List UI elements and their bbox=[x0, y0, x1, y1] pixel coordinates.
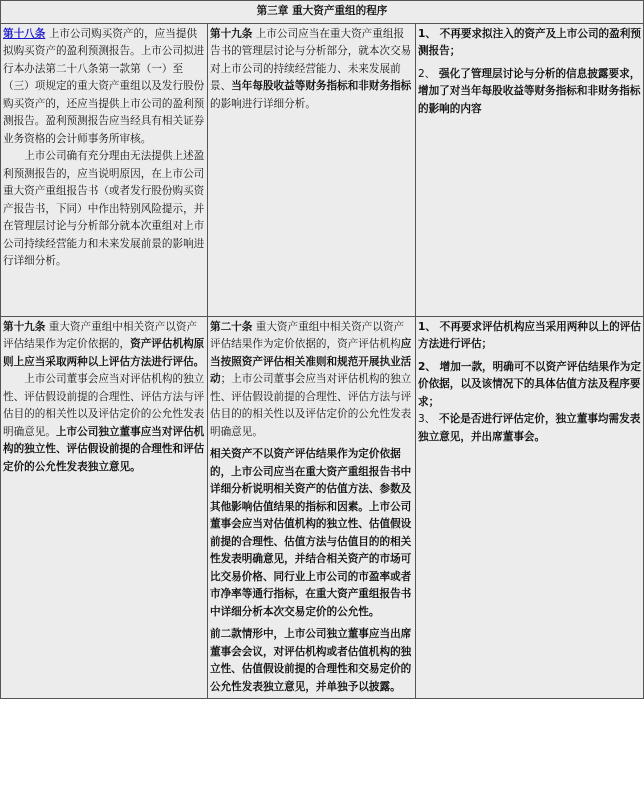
change-notes-1-cell bbox=[416, 23, 644, 316]
change-note-item: 2、 增加一款，明确可不以资产评估结果作为定价依据，以及该情况下的具体估值方法及程序要求； bbox=[418, 360, 641, 408]
old-article-19-para1: 第十九条 重大资产重组中相关资产以资产评估结果作为定价依据的，资产评估机构原则上应当采取两种以上评估方法进行评估。 bbox=[3, 320, 205, 368]
article-18-link[interactable]: 第十八条 bbox=[3, 27, 46, 40]
new-article-20-para3: 前二款情形中，上市公司独立董事应当出席董事会会议，对评估机构或者估值机构的独立性、估值假设前提的合理性和交易定价的公允性发表独立意见，并单独予以披露。 bbox=[210, 628, 412, 693]
chapter-title: 第三章 重大资产重组的程序 bbox=[1, 1, 644, 24]
old-article-19-cell bbox=[1, 316, 208, 699]
change-note-item: 1、 不再要求拟注入的资产及上市公司的盈利预测报告； bbox=[418, 27, 641, 57]
new-article-20-cell bbox=[208, 316, 416, 699]
change-note-item: 1、 不再要求评估机构应当采用两种以上的评估方法进行评估； bbox=[418, 320, 641, 350]
table-row bbox=[1, 316, 644, 699]
table-row bbox=[1, 23, 644, 316]
new-article-19-number: 第十九条 bbox=[210, 27, 253, 40]
new-article-19-cell bbox=[208, 23, 416, 316]
new-article-20-para1: 第二十条 重大资产重组中相关资产以资产评估结果作为定价依据的，资产评估机构应当按照资产评估相关准则和规范开展执业活动；上市公司董事会应当对评估机构的独立性、评估假设前提的合理性、评估方法与评估目的的相关性以及评估定价的公允性发表明确意见。 bbox=[210, 320, 412, 438]
new-article-20-para2: 相关资产不以资产评估结果作为定价依据的，上市公司应当在重大资产重组报告书中详细分析说明相关资产的估值方法、参数及其他影响估值结果的指标和因素。上市公司董事会应当对估值机构的独立性、估值假设前提的合理性、估值方法与估值目的的相关性发表明确意见，并结合相关资产的市场可比交易价格、同行业上市公司的市盈率或者市净率等通行指标，在重大资产重组报告书中详细分析本次交易定价的公允性。 bbox=[210, 448, 412, 618]
new-article-19-para: 第十九条 上市公司应当在重大资产重组报告书的管理层讨论与分析部分，就本次交易对上市公司的持续经营能力、未来发展前景、当年每股收益等财务指标和非财务指标的影响进行详细分析。 bbox=[210, 27, 412, 110]
old-article-18-para2: 上市公司确有充分理由无法提供上述盈利预测报告的，应当说明原因，在上市公司重大资产重组报告书（或者发行股份购买资产报告书，下同）中作出特别风险提示，并在管理层讨论与分析部分就本次重组对上市公司持续经营能力和未来发展前景的影响进行详细分析。 bbox=[3, 150, 205, 267]
old-article-18-cell bbox=[1, 23, 208, 316]
change-note-item: 3、 不论是否进行评估定价，独立董事均需发表独立意见，并出席董事会。 bbox=[418, 413, 641, 443]
old-article-19-para2: 上市公司董事会应当对评估机构的独立性、评估假设前提的合理性、评估方法与评估目的的相关性以及评估定价的公允性发表明确意见。上市公司独立董事应当对评估机构的独立性、评估假设前提的合理性和评估定价的公允性发表独立意见。 bbox=[3, 373, 205, 473]
change-note-item: 2、 强化了管理层讨论与分析的信息披露要求，增加了对当年每股收益等财务指标和非财务指标的影响的内容 bbox=[418, 67, 641, 115]
chapter-header-row bbox=[1, 1, 644, 24]
change-notes-2-cell bbox=[416, 316, 644, 699]
old-article-18-para1: 第十八条 上市公司购买资产的，应当提供拟购买资产的盈利预测报告。上市公司拟进行本办法第二十八条第一款第（一）至（三）项规定的重大资产重组以及发行股份购买资产的，还应当提供上市公司的盈利预测报告。盈利预测报告应当经具有相关证券业务资格的会计师事务所审核。 bbox=[3, 27, 205, 145]
